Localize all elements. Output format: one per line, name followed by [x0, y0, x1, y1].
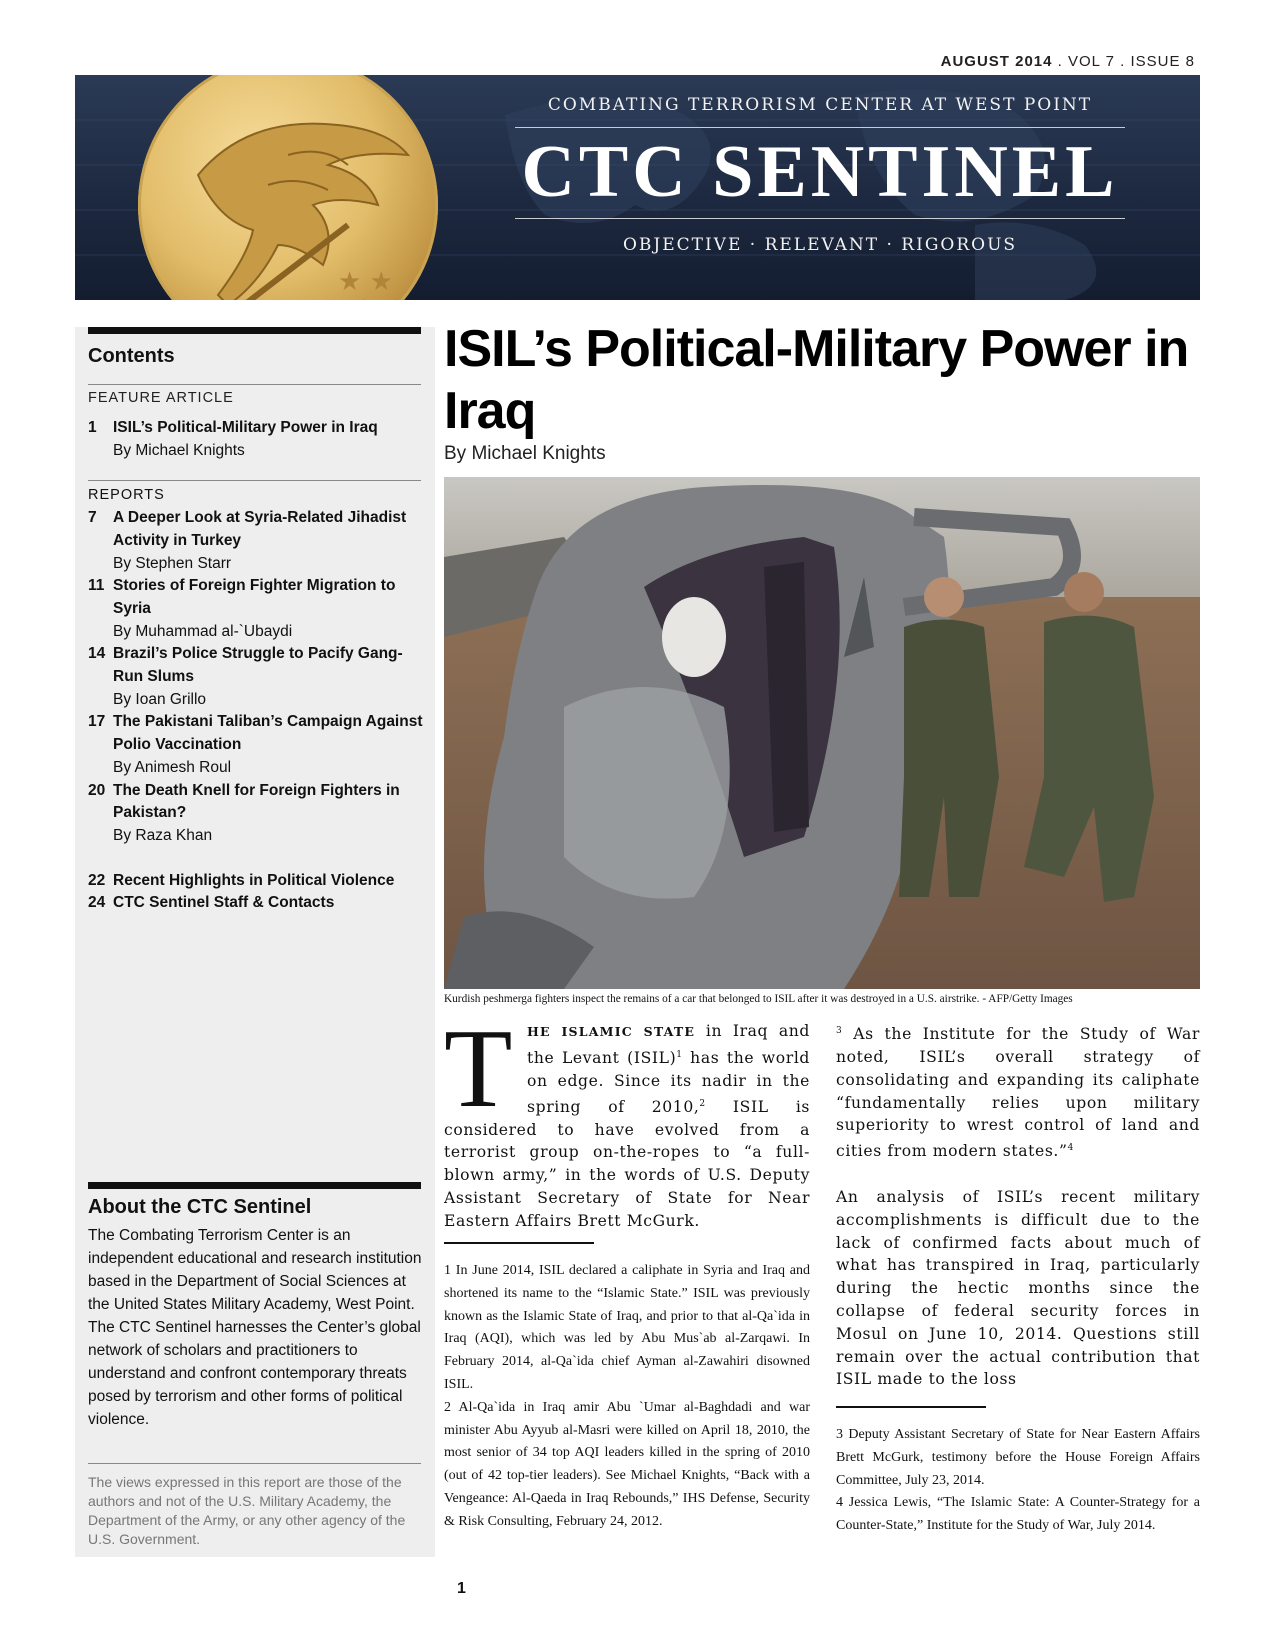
toc-entry-highlights[interactable] [88, 870, 428, 893]
page-number: 1 [457, 1580, 466, 1597]
toc-page-number: 14 [88, 645, 106, 663]
footnotes-right [836, 1424, 1200, 1538]
issue-info [941, 53, 1195, 70]
west-point-seal-icon [138, 75, 438, 324]
contents-top-rule [88, 327, 421, 334]
toc-entry-staff[interactable] [88, 892, 428, 915]
article-paragraph: An analysis of ISIL’s recent military accomplishments is difficult due to the lack of confirmed facts about much of what has transpired in Iraq, particularly during the hectic months since the collapse of federal security forces in Mosul on June 10, 2014. Questions still remain over the actual contribution that ISIL made to the loss [836, 1187, 1200, 1389]
toc-entry-title: Recent Highlights in Political Violence [113, 871, 395, 889]
article-paragraph [836, 1020, 1200, 1163]
toc-page-number: 11 [88, 577, 105, 595]
toc-entry-feature[interactable] [88, 417, 428, 462]
toc-page-number: 17 [88, 713, 106, 731]
toc-entry-title: ISIL’s Political-Military Power in Iraq [113, 419, 378, 436]
footnote-rule [836, 1406, 986, 1408]
feature-article-label: FEATURE ARTICLE [88, 390, 234, 406]
toc-entry-title: Brazil’s Police Struggle to Pacify Gang-Run Slums [113, 645, 403, 686]
toc-page-number: 1 [88, 419, 97, 436]
issue-month: AUGUST 2014 [940, 53, 1053, 70]
svg-text:★ ★: ★ ★ [338, 267, 393, 297]
article-photo [444, 477, 1200, 989]
about-top-rule [88, 1182, 421, 1189]
contents-sidebar [75, 327, 435, 1557]
footnote: 1 In June 2014, ISIL declared a caliphate in Syria and Iraq and shortened its name to the “Islamic State.” ISIL was previously known as the Islamic State of Iraq, and prior to that al-Qa`ida in Iraq (AQI), which was led by Abu Mus`ab al-Zarqawi. In February 2014, al-Qa`ida chief Ayman al-Zawahiri disowned ISIL. [444, 1263, 810, 1392]
article-paragraph [444, 1007, 811, 1233]
footnote-ref[interactable]: 2 [699, 1098, 706, 1109]
masthead-tagline: OBJECTIVE · RELEVANT · RIGOROUS [622, 235, 1018, 255]
divider [88, 480, 421, 481]
toc-list [88, 417, 428, 915]
masthead-banner [75, 75, 1200, 324]
toc-page-number: 7 [88, 509, 97, 527]
masthead-org-name: COMBATING TERRORISM CENTER AT WEST POINT [515, 95, 1125, 128]
article-text: in Iraq and the Levant (ISIL) [527, 1022, 810, 1067]
divider [88, 384, 421, 385]
reports-label: REPORTS [88, 487, 165, 504]
article-text: ISIL is considered to have evolved from a terrorist group on-the-ropes to “a full-blown army,” in the words of U.S. Deputy Assistant Secretary of State for Near Eastern Affairs Brett McGurk. [444, 1097, 811, 1230]
footnote-ref[interactable]: 3 [836, 1026, 843, 1036]
toc-page-number: 22 [88, 871, 106, 889]
toc-entry-title: CTC Sentinel Staff & Contacts [113, 894, 335, 912]
toc-entry-title: A Deeper Look at Syria-Related Jihadist Activity in Turkey [113, 509, 407, 549]
svg-text:★ ★: ★ ★ [353, 294, 408, 324]
toc-entry-report[interactable] [88, 643, 428, 711]
toc-entry-report[interactable] [88, 780, 428, 848]
footnote-rule [444, 1242, 594, 1244]
toc-entry-author: By Ioan Grillo [113, 690, 207, 708]
masthead-text [515, 95, 1125, 255]
article-text: As the Institute for the Study of War noted, ISIL’s overall strategy of consolidating and expanding its caliphate “fundamentally relies upon military superiority to wrest control of land and cities from modern states.” [836, 1025, 1200, 1161]
toc-entry-author: By Raza Khan [113, 826, 213, 844]
destroyed-car-photo-icon [444, 477, 1200, 989]
toc-entry-report[interactable] [88, 711, 428, 779]
footnote: 2 Al-Qa`ida in Iraq amir Abu `Umar al-Baghdadi and war minister Abu Ayyub al-Masri were killed on April 18, 2010, the most senior of 34 top AQI leaders killed in the spring of 2010 (out of 42 top-tier leaders). See Michael Knights, “Back with a Vengeance: Al-Qaeda in Iraq Rebounds,” IHS Defense, Security & Risk Consulting, February 24, 2012. [444, 1399, 810, 1529]
toc-entry-report[interactable] [88, 575, 428, 643]
disclaimer-text: The views expressed in this report are those of the authors and not of the U.S. Military Academy, the Department of the Army, or any other agency of the U.S. Government. [88, 1474, 406, 1547]
toc-page-number: 20 [88, 781, 106, 799]
footnotes-left [444, 1260, 810, 1534]
toc-page-number: 24 [88, 894, 106, 912]
article-column-left [444, 1007, 811, 1233]
toc-entry-title: The Pakistani Taliban’s Campaign Against Polio Vaccination [113, 713, 423, 754]
footnote: 3 Deputy Assistant Secretary of State for Near Eastern Affairs Brett McGurk, testimony before the House Foreign Affairs Committee, July 23, 2014. [836, 1427, 1200, 1488]
masthead-title: CTC SENTINEL [515, 128, 1125, 219]
footnote: 4 Jessica Lewis, “The Islamic State: A Counter-Strategy for a Counter-State,” Institute for the Study of War, July 2014. [836, 1495, 1200, 1534]
article-byline: By Michael Knights [444, 443, 606, 464]
toc-entry-author: By Muhammad al-`Ubaydi [113, 622, 293, 640]
about-text: The Combating Terrorism Center is an independent educational and research institution based in the Department of Social Sciences at the United States Military Academy, West Point. The CTC Sentinel harnesses the Center’s global network of scholars and practitioners to understand and confront contemporary threats posed by terrorism and other forms of political violence. [88, 1227, 422, 1428]
footnote-ref[interactable]: 1 [676, 1049, 683, 1060]
photo-caption: Kurdish peshmerga fighters inspect the remains of a car that belonged to ISIL after it was destroyed in a U.S. airstrike. - AFP/Getty Images [444, 993, 1073, 1005]
article-text: has the world on edge. Since its nadir in the spring of 2010, [527, 1048, 810, 1116]
toc-entry-author: By Michael Knights [113, 441, 245, 459]
toc-entry-title: Stories of Foreign Fighter Migration to Syria [113, 577, 396, 617]
toc-entry-report[interactable] [88, 507, 428, 575]
article-column-right [836, 1020, 1200, 1391]
contents-heading: Contents [88, 345, 175, 367]
issue-volume: . VOL 7 . ISSUE 8 [1052, 53, 1195, 70]
toc-entry-title: The Death Knell for Foreign Fighters in Pakistan? [113, 781, 400, 822]
footnote-ref[interactable]: 4 [1067, 1143, 1074, 1154]
toc-entry-author: By Stephen Starr [113, 554, 232, 572]
lead-smallcaps: HE ISLAMIC STATE [527, 1024, 696, 1039]
toc-entry-author: By Animesh Roul [113, 758, 232, 776]
divider [88, 1463, 421, 1464]
about-heading: About the CTC Sentinel [88, 1196, 312, 1218]
article-headline: ISIL’s Political-Military Power in Iraq [444, 320, 1189, 440]
drop-cap: T [444, 1007, 514, 1131]
